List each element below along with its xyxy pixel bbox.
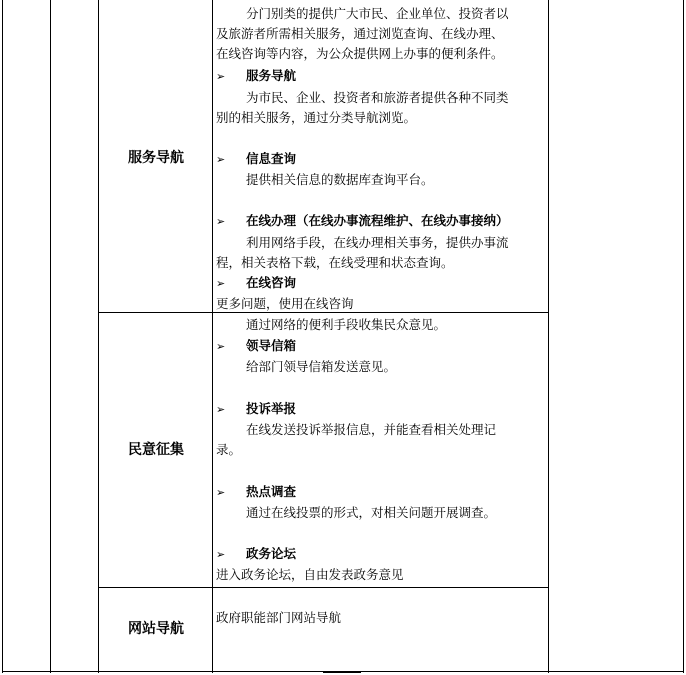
category-cell-public-opinion: 民意征集 [128, 442, 184, 458]
bullet-item [216, 273, 296, 294]
column-divider-3 [212, 0, 213, 673]
text-line: 通过在线投票的形式，对相关问题开展调查。 [246, 505, 497, 520]
arrow-bullet-icon: ➢ [216, 340, 226, 353]
bullet-heading: 服务导航 [246, 68, 297, 83]
category-cell-site-navigation: 网站导航 [128, 621, 184, 637]
bullet-heading: 在线咨询 [246, 275, 297, 290]
bullet-heading: 在线办理（在线办事流程维护、在线办事接纳） [246, 213, 509, 228]
text-line: 利用网络手段，在线办理相关事务，提供办事流 [246, 235, 509, 250]
text-line: 及旅游者所需相关服务，通过浏览查询、在线办理、 [216, 26, 504, 41]
text-line: 给部门领导信箱发送意见。 [246, 359, 397, 374]
category-cell-service-navigation: 服务导航 [128, 150, 184, 166]
page-mark [323, 672, 361, 673]
bullet-item [216, 211, 509, 232]
arrow-bullet-icon: ➢ [216, 277, 226, 290]
column-divider-2 [98, 0, 99, 673]
arrow-bullet-icon: ➢ [216, 153, 226, 166]
text-line: 分门别类的提供广大市民、企业单位、投资者以 [246, 6, 509, 21]
arrow-bullet-icon: ➢ [216, 215, 226, 228]
bullet-heading: 热点调查 [246, 484, 297, 499]
table-border-left [2, 0, 3, 673]
arrow-bullet-icon: ➢ [216, 70, 226, 83]
bullet-heading: 投诉举报 [246, 401, 297, 416]
text-line: 为市民、企业、投资者和旅游者提供各种不同类 [246, 90, 509, 105]
bullet-item [216, 399, 296, 420]
text-line: 更多问题，使用在线咨询 [216, 296, 354, 311]
arrow-bullet-icon: ➢ [216, 486, 226, 499]
arrow-bullet-icon: ➢ [216, 403, 226, 416]
text-line: 在线咨询等内容，为公众提供网上办事的便利条件。 [216, 46, 504, 61]
bullet-item [216, 66, 296, 87]
text-line: 进入政务论坛，自由发表政务意见 [216, 567, 404, 582]
column-divider-1 [50, 0, 51, 673]
bullet-item [216, 482, 296, 503]
bullet-item [216, 544, 296, 565]
column-divider-4 [548, 0, 549, 673]
bullet-item [216, 149, 296, 170]
bullet-heading: 政务论坛 [246, 546, 297, 561]
text-line: 通过网络的便利手段收集民众意见。 [246, 317, 447, 332]
row-divider-2 [98, 587, 549, 588]
arrow-bullet-icon: ➢ [216, 548, 226, 561]
table-border-right [683, 0, 684, 673]
bullet-heading: 信息查询 [246, 151, 297, 166]
text-line: 政府职能部门网站导航 [216, 610, 342, 625]
text-line: 提供相关信息的数据库查询平台。 [246, 172, 434, 187]
bullet-heading: 领导信箱 [246, 338, 297, 353]
text-line: 别的相关服务，通过分类导航浏览。 [216, 110, 417, 125]
text-line: 程，相关表格下载，在线受理和状态查询。 [216, 255, 454, 270]
text-line: 录。 [216, 442, 242, 457]
bullet-item [216, 336, 296, 357]
text-line: 在线发送投诉举报信息，并能查看相关处理记 [246, 422, 497, 437]
